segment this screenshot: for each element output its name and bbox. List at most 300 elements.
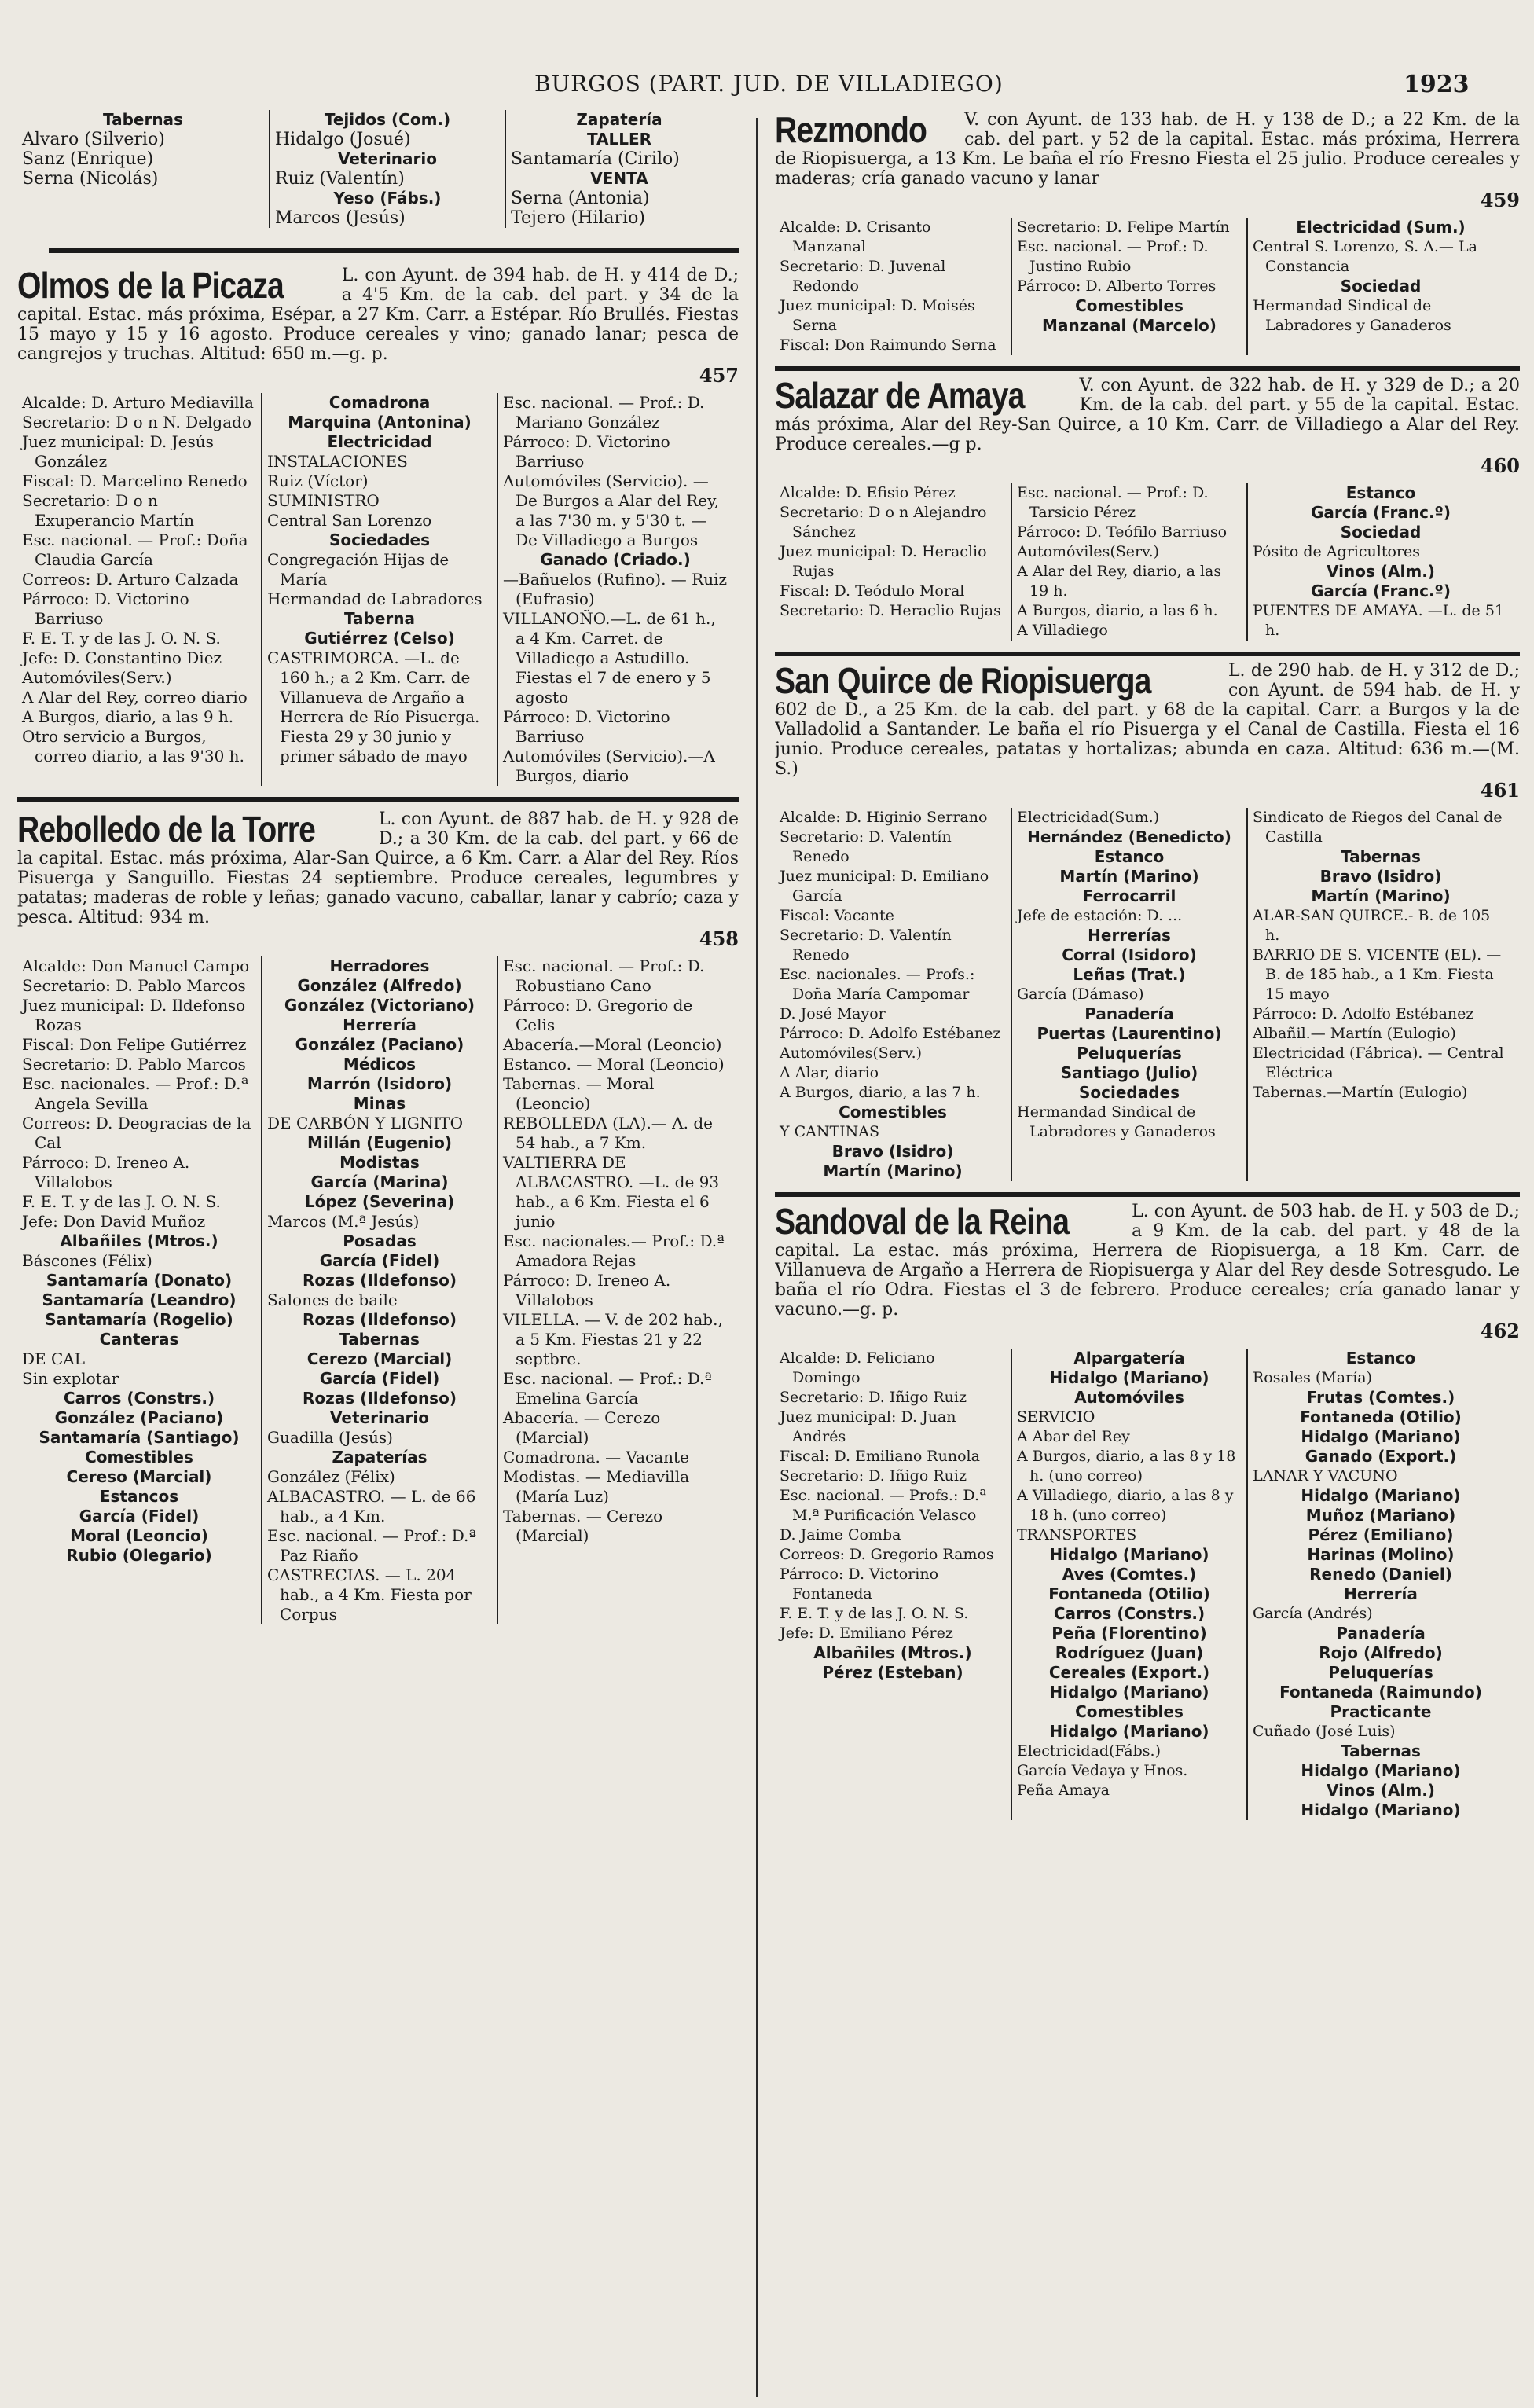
category-heading: García (Marina) xyxy=(310,1173,449,1191)
listing-line: Automóviles (Servicio).—A Burgos, diario xyxy=(503,747,715,785)
category-heading: Carros (Constrs.) xyxy=(1053,1604,1206,1623)
listing-line: D. Jaime Comba xyxy=(780,1526,901,1544)
listing-line: Automóviles(Serv.) xyxy=(1017,543,1160,560)
listing-line: Albañil.— Martín (Eulogio) xyxy=(1253,1025,1456,1042)
subcolumn xyxy=(1246,1349,1514,1820)
listing-line: Esc. nacional. — Prof.: D.ª Paz Riaño xyxy=(267,1526,476,1565)
listing-line: A Burgos, diario, a las 8 y 18 h. (uno correo) xyxy=(1017,1448,1236,1485)
listing-line: SERVICIO xyxy=(1017,1408,1095,1426)
category-heading: Comadrona xyxy=(328,393,431,412)
category-heading: Estanco xyxy=(1345,483,1416,502)
listing-line: Hidalgo (Josué) xyxy=(275,130,411,149)
listing-line: Estanco. — Moral (Leoncio) xyxy=(503,1055,725,1074)
listing-line: Rosales (María) xyxy=(1253,1369,1373,1386)
town-entry xyxy=(17,266,739,802)
listing-line: Párroco: D. Victorino Barriuso xyxy=(503,707,670,746)
subcolumn xyxy=(261,393,497,786)
listing-line: Automóviles(Serv.) xyxy=(780,1044,923,1062)
listing-line: Juez municipal: D. Jesús González xyxy=(22,432,214,471)
section-separator xyxy=(775,1192,1520,1197)
listing-line: PUENTES DE AMAYA. —L. de 51 h. xyxy=(1253,602,1505,639)
category-heading: Ganado (Criado.) xyxy=(540,550,691,569)
listing-line: Fiscal: Vacante xyxy=(780,907,894,924)
listing-line: Sindicato de Riegos del Canal de Castilla xyxy=(1253,809,1503,846)
category-heading: Santiago (Julio) xyxy=(1060,1063,1198,1082)
listing-line: Hermandad de Labradores xyxy=(267,589,483,608)
subcolumn xyxy=(1011,218,1246,355)
subcolumn xyxy=(1246,218,1514,355)
listing-line: Ruiz (Valentín) xyxy=(275,169,405,189)
category-heading: Cereso (Marcial) xyxy=(66,1467,212,1486)
listing-line: Párroco: D. Gregorio de Celis xyxy=(503,996,693,1034)
listing-line: Tabernas. — Cerezo (Marcial) xyxy=(503,1507,663,1545)
listing-line: Central San Lorenzo xyxy=(267,511,432,530)
category-heading: Gutiérrez (Celso) xyxy=(304,629,455,648)
category-heading: Tabernas xyxy=(1341,1742,1421,1760)
page-number: 1923 xyxy=(1404,71,1470,98)
category-heading: Estanco xyxy=(1345,1349,1416,1367)
listing-line: Marcos (M.ª Jesús) xyxy=(267,1212,420,1231)
listing-line: García (Dámaso) xyxy=(1017,986,1144,1003)
listing-line: Serna (Antonia) xyxy=(511,189,650,208)
listing-line: Alcalde: D. Arturo Mediavilla xyxy=(22,393,254,412)
subcolumn xyxy=(497,956,732,1624)
listing-line: Alcalde: Don Manuel Campo xyxy=(22,956,250,975)
listing-line: Secretario: D. Juvenal Redondo xyxy=(780,258,946,295)
listing-line: INSTALACIONES xyxy=(267,452,408,471)
category-heading: Yeso (Fábs.) xyxy=(333,189,442,207)
right-column xyxy=(775,110,1520,2397)
category-heading: Bravo (Isidro) xyxy=(1319,867,1442,886)
listing-line: A Alar del Rey, correo diario xyxy=(22,688,248,707)
listing-line: Juez municipal: D. Juan Andrés xyxy=(780,1408,956,1445)
listing-line: Sanz (Enrique) xyxy=(22,149,154,169)
category-heading: Renedo (Daniel) xyxy=(1309,1565,1452,1584)
town-entry xyxy=(775,110,1520,371)
listing-line: Santamaría (Cirilo) xyxy=(511,149,680,169)
category-heading: Albañiles (Mtros.) xyxy=(60,1232,218,1250)
listing-line: CASTRECIAS. — L. 204 hab., a 4 Km. Fiesta por Corpus xyxy=(267,1566,472,1624)
listing-line: Secretario: D. Pablo Marcos xyxy=(22,976,246,995)
listing-line: Serna (Nicolás) xyxy=(22,169,159,189)
category-heading: Tabernas xyxy=(1341,847,1421,866)
listing-line: Párroco: D. Ireneo A. Villalobos xyxy=(22,1153,190,1191)
listing-line: Secretario: D. Heraclio Rujas xyxy=(780,602,1001,619)
listing-line: Marcos (Jesús) xyxy=(275,208,406,228)
category-heading: Herradores xyxy=(329,956,430,975)
listing-line: Otro servicio a Burgos, correo diario, a las 9'30 h. xyxy=(22,727,244,765)
listing-line: Guadilla (Jesús) xyxy=(267,1428,393,1447)
subcolumn xyxy=(17,956,261,1624)
category-heading: García (Franc.º) xyxy=(1311,503,1451,522)
category-heading: Moral (Leoncio) xyxy=(70,1526,208,1545)
category-heading: Tabernas xyxy=(339,1330,420,1349)
listing-line: Automóviles(Serv.) xyxy=(22,668,172,687)
category-heading: Santamaría (Rogelio) xyxy=(45,1310,233,1329)
listing-line: A Villadiego xyxy=(1017,622,1108,639)
category-heading: Millán (Eugenio) xyxy=(306,1133,453,1152)
listing-line: Alcalde: D. Crisanto Manzanal xyxy=(780,218,931,255)
category-heading: Hidalgo (Mariano) xyxy=(1301,1800,1461,1819)
category-heading: Martín (Marino) xyxy=(1059,867,1199,886)
subcolumn xyxy=(1246,483,1514,641)
entry-heading xyxy=(775,110,1520,211)
town-name: Salazar de Amaya xyxy=(775,375,1025,416)
listing-line: Sin explotar xyxy=(22,1369,119,1388)
category-heading: Hidalgo (Mariano) xyxy=(1049,1545,1209,1564)
category-heading: González (Paciano) xyxy=(54,1408,224,1427)
category-heading: Vinos (Alm.) xyxy=(1327,1781,1435,1800)
listing-line: González (Félix) xyxy=(267,1467,395,1486)
category-heading: Muñoz (Mariano) xyxy=(1305,1506,1456,1525)
category-heading: García (Fidel) xyxy=(79,1507,200,1525)
subcolumn xyxy=(17,393,261,786)
listing-line: Párroco: D. Victorino Fontaneda xyxy=(780,1566,939,1602)
category-heading: Martín (Marino) xyxy=(823,1162,963,1180)
listing-line: Fiscal: Don Felipe Gutiérrez xyxy=(22,1035,247,1054)
category-heading: Marquina (Antonina) xyxy=(288,413,472,431)
entry-heading xyxy=(17,266,739,387)
category-heading: Fontaneda (Raimundo) xyxy=(1279,1683,1482,1701)
category-heading: Carros (Constrs.) xyxy=(63,1389,215,1408)
category-heading: Panadería xyxy=(1084,1004,1174,1023)
listing-line: Peña Amaya xyxy=(1017,1782,1110,1799)
town-entry xyxy=(775,376,1520,656)
listing-line: Tabernas.—Martín (Eulogio) xyxy=(1253,1084,1468,1101)
category-heading: Rojo (Alfredo) xyxy=(1319,1643,1443,1662)
page-header xyxy=(0,66,1534,105)
category-heading: Taberna xyxy=(343,609,416,628)
listing-line: ALBACASTRO. — L. de 66 hab., a 4 Km. xyxy=(267,1487,476,1525)
listing-line: Párroco: D. Alberto Torres xyxy=(1017,277,1217,295)
listing-line: Párroco: D. Victorino Barriuso xyxy=(503,432,670,471)
listing-line: Esc. nacional. — Prof.: D.ª Emelina García xyxy=(503,1369,712,1408)
listing-line: Comadrona. — Vacante xyxy=(503,1448,689,1466)
subcolumn xyxy=(1246,808,1514,1181)
listing-line: Abacería. — Cerezo (Marcial) xyxy=(503,1408,661,1447)
listing-line: Esc. nacional. — Prof.: D. Robustiano Cano xyxy=(503,956,705,995)
listing-line: Secretario: D. Felipe Martín xyxy=(1017,218,1230,236)
listing-line: Pósito de Agricultores xyxy=(1253,543,1420,560)
category-heading: Rozas (Ildefonso) xyxy=(303,1310,457,1329)
entry-number: 457 xyxy=(699,364,739,387)
category-heading: Aves (Comtes.) xyxy=(1062,1565,1197,1584)
category-heading: Canteras xyxy=(99,1330,179,1349)
category-heading: Sociedad xyxy=(1340,523,1422,541)
listing-line: Secretario: D. Pablo Marcos xyxy=(22,1055,246,1074)
category-heading: Hernández (Benedicto) xyxy=(1027,828,1231,846)
category-heading: Cerezo (Marcial) xyxy=(306,1349,453,1368)
category-heading: Corral (Isidoro) xyxy=(1062,945,1197,964)
town-name: San Quirce de Riopisuerga xyxy=(775,660,1151,701)
category-heading: Comestibles xyxy=(1075,296,1184,315)
listing-line: Hermandad Sindical de Labradores y Ganaderos xyxy=(1017,1103,1216,1140)
subcolumn xyxy=(261,956,497,1624)
category-heading: Veterinario xyxy=(338,149,437,168)
category-heading: Santamaría (Donato) xyxy=(46,1271,233,1290)
entry-subcolumns xyxy=(775,808,1520,1181)
listing-line: SUMINISTRO xyxy=(267,491,380,510)
listing-line: Alcalde: D. Higinio Serrano xyxy=(780,809,988,826)
listing-line: Central S. Lorenzo, S. A.— La Constancia xyxy=(1253,238,1477,275)
category-heading: Peluquerías xyxy=(1077,1044,1182,1063)
category-heading: Practicante xyxy=(1330,1702,1432,1721)
listing-line: A Burgos, diario, a las 6 h. xyxy=(1017,602,1218,619)
listing-line: Modistas. — Mediavilla (María Luz) xyxy=(503,1467,690,1506)
category-heading: Electricidad (Sum.) xyxy=(1296,218,1466,237)
category-heading: Hidalgo (Mariano) xyxy=(1049,1722,1209,1741)
listing-line: Fiscal: D. Emiliano Runola xyxy=(780,1448,980,1465)
entry-heading xyxy=(775,661,1520,802)
listing-line: A Alar, diario xyxy=(780,1064,879,1081)
listing-line: Juez municipal: D. Heraclio Rujas xyxy=(780,543,987,580)
category-heading: Pérez (Emiliano) xyxy=(1308,1525,1454,1544)
section-separator xyxy=(17,797,739,802)
category-heading: Harinas (Molino) xyxy=(1307,1545,1455,1564)
category-heading: Minas xyxy=(353,1094,406,1113)
listing-line: Tabernas. — Moral (Leoncio) xyxy=(503,1074,655,1113)
category-heading: Manzanal (Marcelo) xyxy=(1042,316,1217,335)
listing-line: LANAR Y VACUNO xyxy=(1253,1467,1398,1485)
listing-line: Ruiz (Víctor) xyxy=(267,472,369,490)
listing-line: Jefe: D. Emiliano Pérez xyxy=(780,1624,953,1642)
town-description: L. con Ayunt. de 394 hab. de H. y 414 de D.; a 4'5 Km. de la cab. del part. y 34 de la capital. Estac. más próxima, Esépar, a 27 Km. Carr. a Estépar. Río Brullés. Fiestas 15 mayo y 15 y 16 agosto. Produce cereales y vino; ganado lanar; pesca de cangrejos y truchas. Altitud: 650 m.—g. p. xyxy=(17,266,739,364)
category-heading: Bravo (Isidro) xyxy=(831,1142,954,1161)
listing-line: Juez municipal: D. Moisés Serna xyxy=(780,297,975,334)
category-heading: Puertas (Laurentino) xyxy=(1037,1024,1222,1043)
listing-line: Fiscal: D. Teódulo Moral xyxy=(780,582,965,600)
category-heading: Veterinario xyxy=(330,1408,429,1427)
town-description: V. con Ayunt. de 322 hab. de H. y 329 de D.; a 20 Km. de la cab. del part. y 55 de la capital. Estac. más próxima, Alar del Rey-San Quirce, a 10 Km. Carr. de Villadiego a Alar del Rey. Produce cereales.—g p. xyxy=(775,376,1520,454)
category-heading: Hidalgo (Mariano) xyxy=(1301,1486,1461,1505)
listing-line: ALAR-SAN QUIRCE.- B. de 105 h. xyxy=(1253,907,1491,944)
listing-line: —Bañuelos (Rufino). — Ruiz (Eufrasio) xyxy=(503,570,728,608)
subcolumn xyxy=(269,110,505,228)
entry-number: 458 xyxy=(699,927,739,950)
listing-line: Tejero (Hilario) xyxy=(511,208,645,228)
entry-heading xyxy=(17,809,739,950)
listing-line: Alvaro (Silverio) xyxy=(22,130,165,149)
listing-line: Báscones (Félix) xyxy=(22,1251,152,1270)
listing-line: A Villadiego, diario, a las 8 y 18 h. (uno correo) xyxy=(1017,1487,1234,1524)
category-heading: Médicos xyxy=(343,1055,417,1074)
listing-line: Salones de baile xyxy=(267,1290,398,1309)
category-heading: Hidalgo (Mariano) xyxy=(1301,1427,1461,1446)
listing-line: Esc. nacionales. — Prof.: D.ª Angela Sevilla xyxy=(22,1074,248,1113)
listing-line: Secretario: D. Valentín Renedo xyxy=(780,828,952,865)
category-heading: Rozas (Ildefonso) xyxy=(303,1271,457,1290)
category-heading: Cereales (Export.) xyxy=(1048,1663,1210,1682)
listing-line: Fiscal: Don Raimundo Serna xyxy=(780,336,996,354)
category-heading: Fontaneda (Otilio) xyxy=(1048,1584,1210,1603)
listing-line: Juez municipal: D. Emiliano García xyxy=(780,868,989,905)
listing-line: Alcalde: D. Feliciano Domingo xyxy=(780,1349,935,1386)
section-separator xyxy=(775,652,1520,656)
subcolumn xyxy=(1011,1349,1246,1820)
listing-line: Correos: D. Deogracias de la Cal xyxy=(22,1114,251,1152)
category-heading: Comestibles xyxy=(1075,1702,1184,1721)
entry-subcolumns xyxy=(17,956,739,1624)
subcolumn xyxy=(505,110,732,228)
category-heading: Herrerías xyxy=(1088,926,1171,945)
listing-line: F. E. T. y de las J. O. N. S. xyxy=(22,629,221,648)
listing-line: F. E. T. y de las J. O. N. S. xyxy=(780,1605,969,1622)
category-heading: Santamaría (Leandro) xyxy=(42,1290,237,1309)
entry-subcolumns xyxy=(775,483,1520,641)
category-heading: Herrería xyxy=(343,1015,417,1034)
category-heading: Herrería xyxy=(1344,1584,1418,1603)
category-heading: Estancos xyxy=(99,1487,179,1506)
category-heading: Zapatería xyxy=(576,110,662,129)
left-entries xyxy=(17,266,739,1624)
listing-line: Secretario: D o n Exuperancio Martín xyxy=(22,491,195,530)
listing-line: VALTIERRA DE ALBACASTRO. —L. de 93 hab., a 6 Km. Fiesta el 6 junio xyxy=(503,1153,720,1231)
listing-line: Secretario: D. Iñigo Ruiz xyxy=(780,1389,967,1406)
listing-line: Jefe: Don David Muñoz xyxy=(22,1212,206,1231)
category-heading: Fontaneda (Otilio) xyxy=(1300,1408,1462,1426)
listing-line: Congregación Hijas de María xyxy=(267,550,450,589)
subcolumn xyxy=(17,110,269,228)
listing-line: García (Andrés) xyxy=(1253,1605,1373,1622)
category-heading: Vinos (Alm.) xyxy=(1327,562,1435,581)
listing-line: DE CARBÓN Y LIGNITO xyxy=(267,1114,463,1132)
listing-line: Fiscal: D. Marcelino Renedo xyxy=(22,472,248,490)
listing-line: Esc. nacionales. — Profs.: Doña María Campomar xyxy=(780,966,975,1003)
town-description: L. de 290 hab. de H. y 312 de D.; con Ayunt. de 594 hab. de H. y 602 de D., a 25 Km. de la cab. del part. y 68 de la capital. Carr. a Burgos y la de Valladolid a Santander. Le baña el río Pisuerga y el Canal de Castilla. Fiesta el 16 junio. Produce cereales, patatas y hortalizas; abunda en caza. Altitud: 636 m.—(M. S.) xyxy=(775,661,1520,779)
listing-line: Electricidad (Fábrica). — Central Eléctrica xyxy=(1253,1044,1504,1081)
category-heading: Hidalgo (Mariano) xyxy=(1301,1761,1461,1780)
category-heading: Martín (Marino) xyxy=(1311,886,1451,905)
category-heading: Panadería xyxy=(1336,1624,1426,1643)
section-separator xyxy=(49,248,739,253)
column-divider xyxy=(756,118,758,2397)
entry-subcolumns xyxy=(775,218,1520,355)
listing-line: Párroco: D. Adolfo Estébanez xyxy=(1253,1005,1474,1022)
town-name: Sandoval de la Reina xyxy=(775,1201,1070,1242)
subcolumn xyxy=(775,1349,1011,1820)
category-heading: Zapaterías xyxy=(332,1448,428,1466)
listing-line: A Abar del Rey xyxy=(1017,1428,1130,1445)
listing-line: D. José Mayor xyxy=(780,1005,886,1022)
listing-line: Esc. nacional. — Profs.: D.ª M.ª Purificación Velasco xyxy=(780,1487,987,1524)
category-heading: Sociedades xyxy=(328,530,431,549)
town-entry xyxy=(775,1202,1520,1820)
category-heading: Automóviles xyxy=(1074,1388,1184,1407)
listing-line: Párroco: D. Adolfo Estébanez xyxy=(780,1025,1001,1042)
entry-subcolumns xyxy=(17,393,739,786)
subcolumn xyxy=(1011,483,1246,641)
category-heading: Rubio (Olegario) xyxy=(66,1546,212,1565)
category-heading: Comestibles xyxy=(839,1103,947,1121)
listing-line: Electricidad(Sum.) xyxy=(1017,809,1160,826)
listing-line: Secretario: D. Iñigo Ruiz xyxy=(780,1467,967,1485)
listing-line: Esc. nacional. — Prof.: D. Mariano González xyxy=(503,393,705,431)
entry-number: 459 xyxy=(1480,189,1520,211)
town-description: L. con Ayunt. de 887 hab. de H. y 928 de D.; a 30 Km. de la cab. del part. y 66 de la capital. Estac. más próxima, Alar-San Quirce, a 6 Km. Carr. a Alar del Rey. Ríos Pisuerga y Sanguillo. Fiestas 24 septiembre. Produce cereales, legumbres y patatas; maderas de roble y leñas; ganado vacuno, caballar, lanar y cabrío; caza y pesca. Altitud: 934 m. xyxy=(17,809,739,927)
category-heading: Marrón (Isidoro) xyxy=(306,1074,453,1093)
category-heading: VENTA xyxy=(590,169,648,188)
listing-line: Párroco: D. Ireneo A. Villalobos xyxy=(503,1271,671,1309)
listing-line: VILLANOÑO.—L. de 61 h., a 4 Km. Carret. de Villadiego a Astudillo. Fiestas el 7 de enero y 5 agosto xyxy=(503,609,716,707)
category-heading: Hidalgo (Mariano) xyxy=(1049,1683,1209,1701)
listing-line: Abacería.—Moral (Leoncio) xyxy=(503,1035,722,1054)
category-heading: Albañiles (Mtros.) xyxy=(813,1643,972,1662)
listing-line: Cuñado (José Luis) xyxy=(1253,1723,1396,1740)
category-heading: Estanco xyxy=(1094,847,1165,866)
listing-line: Secretario: D. Valentín Renedo xyxy=(780,927,952,964)
category-heading: Comestibles xyxy=(85,1448,193,1466)
category-heading: TALLER xyxy=(586,130,652,149)
entry-heading xyxy=(775,376,1520,477)
subcolumn xyxy=(775,808,1011,1181)
listing-line: A Burgos, diario, a las 9 h. xyxy=(22,707,234,726)
category-heading: Modistas xyxy=(339,1153,420,1172)
town-description: L. con Ayunt. de 503 hab. de H. y 503 de D.; a 9 Km. de la cab. del part. y 48 de la capital. La estac. más próxima, Herrera de Riopisuerga, a 18 Km. Carr. de Villanueva de Argaño a Herrera de Riopisuerga y Alar del Rey desde Sotresgudo. Le baña el río Odra. Fiestas el 3 de febrero. Produce cereales; cría ganado lanar y vacuno.—g. p. xyxy=(775,1202,1520,1320)
listing-line: Hermandad Sindical de Labradores y Ganaderos xyxy=(1253,297,1451,334)
category-heading: Tejidos (Com.) xyxy=(324,110,451,129)
subcolumn xyxy=(775,483,1011,641)
category-heading: Tabernas xyxy=(103,110,183,129)
category-heading: Posadas xyxy=(343,1232,417,1250)
category-heading: Peluquerías xyxy=(1328,1663,1433,1682)
listing-line: F. E. T. y de las J. O. N. S. xyxy=(22,1192,221,1211)
listing-line: García Vedaya y Hnos. xyxy=(1017,1762,1188,1779)
entry-number: 460 xyxy=(1480,454,1520,477)
running-title: BURGOS (PART. JUD. DE VILLADIEGO) xyxy=(534,71,1004,97)
listing-line: CASTRIMORCA. —L. de 160 h.; a 2 Km. Carr. de Villanueva de Argaño a Herrera de Río Pisuerga. Fiesta 29 y 30 junio y primer sábado de mayo xyxy=(267,648,480,765)
category-heading: González (Paciano) xyxy=(295,1035,464,1054)
town-entry xyxy=(17,809,739,1624)
category-heading: Hidalgo (Mariano) xyxy=(1049,1368,1209,1387)
listing-line: Esc. nacional. — Prof.: Doña Claudia García xyxy=(22,530,248,569)
category-heading: García (Fidel) xyxy=(319,1251,440,1270)
town-entry xyxy=(775,661,1520,1197)
category-heading: Rozas (Ildefonso) xyxy=(303,1389,457,1408)
entry-number: 461 xyxy=(1480,779,1520,802)
listing-line: Esc. nacional. — Prof.: D. Justino Rubio xyxy=(1017,238,1209,275)
listing-line: TRANSPORTES xyxy=(1017,1526,1137,1544)
category-heading: González (Victoriano) xyxy=(284,996,475,1015)
category-heading: López (Severina) xyxy=(304,1192,455,1211)
listing-line: Esc. nacionales.— Prof.: D.ª Amadora Rejas xyxy=(503,1232,725,1270)
listing-line: Correos: D. Gregorio Ramos xyxy=(780,1546,994,1563)
listing-line: Alcalde: D. Efisio Pérez xyxy=(780,484,956,501)
town-name: Olmos de la Picaza xyxy=(17,265,284,306)
listing-line: Jefe: D. Constantino Diez xyxy=(22,648,222,667)
listing-line: Esc. nacional. — Prof.: D. Tarsicio Pérez xyxy=(1017,484,1209,521)
category-heading: García (Franc.º) xyxy=(1311,582,1451,600)
subcolumn xyxy=(497,393,732,786)
listing-line: Y CANTINAS xyxy=(780,1123,880,1140)
category-heading: Pérez (Esteban) xyxy=(822,1663,963,1682)
category-heading: Sociedades xyxy=(1078,1083,1180,1102)
listing-line: Párroco: D. Victorino Barriuso xyxy=(22,589,189,628)
section-separator xyxy=(775,366,1520,371)
entry-subcolumns xyxy=(775,1349,1520,1820)
entry-number: 462 xyxy=(1480,1320,1520,1342)
listing-line: Automóviles (Servicio). — De Burgos a Alar del Rey, a las 7'30 m. y 5'30 t. — De Villadiego a Burgos xyxy=(503,472,720,549)
category-heading: Santamaría (Santiago) xyxy=(39,1428,240,1447)
listing-line: VILELLA. — V. de 202 hab., a 5 Km. Fiestas 21 y 22 septbre. xyxy=(503,1310,723,1368)
listing-line: Secretario: D o n N. Delgado xyxy=(22,413,251,431)
category-heading: Frutas (Comtes.) xyxy=(1306,1388,1455,1407)
listing-line: Correos: D. Arturo Calzada xyxy=(22,570,239,589)
listing-line: Juez municipal: D. Ildefonso Rozas xyxy=(22,996,246,1034)
listing-line: Jefe de estación: D. ... xyxy=(1017,907,1183,924)
category-heading: Leñas (Trat.) xyxy=(1073,965,1186,984)
town-name: Rebolledo de la Torre xyxy=(17,809,316,850)
right-entries xyxy=(775,110,1520,1820)
